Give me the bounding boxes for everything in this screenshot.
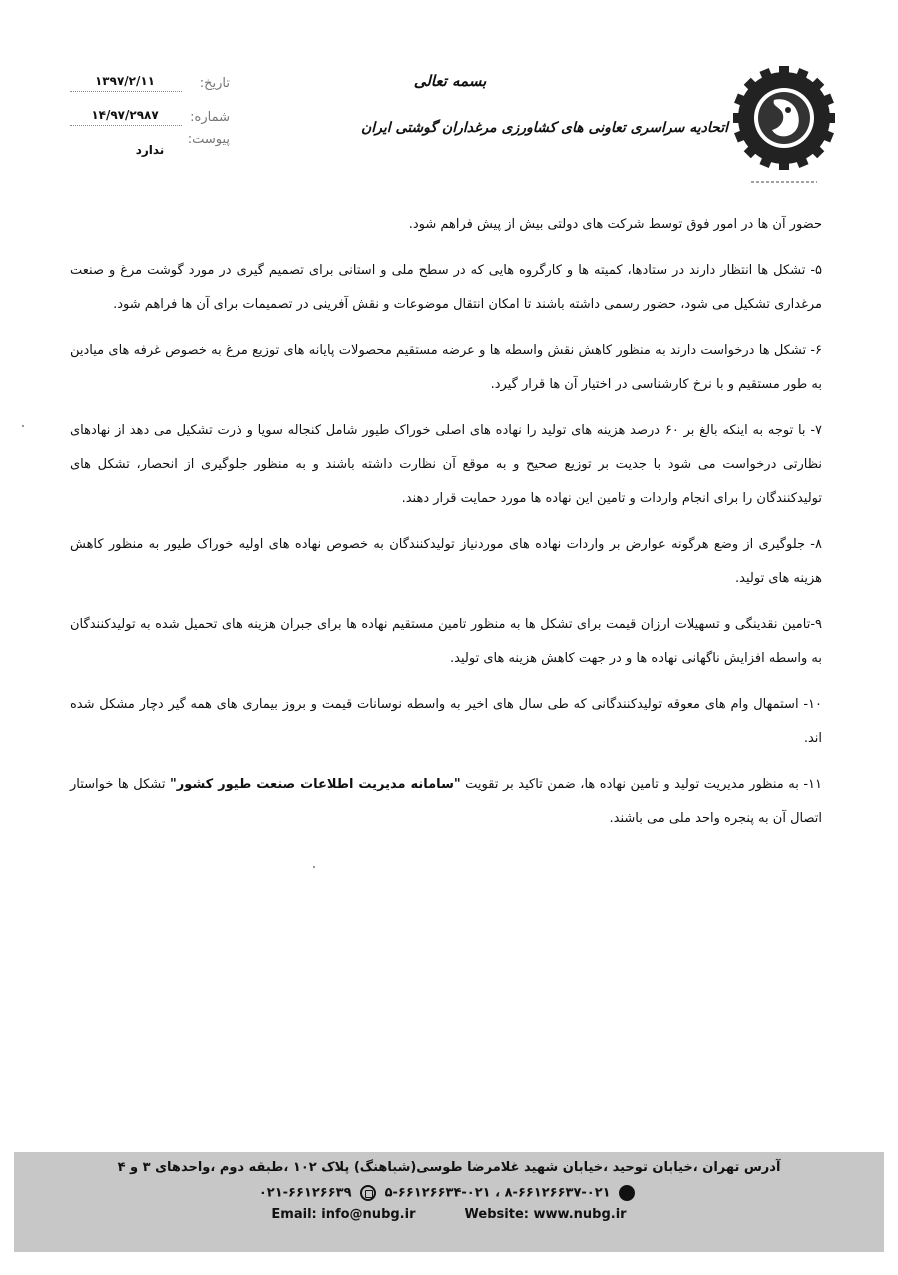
footer-email[interactable]: Email: info@nubg.ir (271, 1207, 416, 1222)
paragraph-11-end: تشکل ها خواستار اتصال آن به پنجره واحد ملی می باشند. (70, 777, 822, 826)
bismillah-heading: بسمه تعالی (413, 72, 487, 90)
phone-icon (619, 1185, 635, 1201)
fax-icon (360, 1185, 376, 1201)
number-field (60, 108, 230, 132)
footer-website[interactable]: Website: www.nubg.ir (464, 1207, 627, 1222)
date-value: ۱۳۹۷/۲/۱۱ (94, 74, 156, 88)
union-emblem-gear-icon (733, 66, 835, 190)
scan-speck (22, 425, 24, 427)
footer-fax: ۰۲۱-۶۶۱۲۶۶۳۹ (258, 1185, 352, 1201)
letter-body (70, 208, 822, 848)
paragraph-4-end: حضور آن ها در امور فوق توسط شرکت های دولتی بیش از پیش فراهم شود. (408, 217, 822, 232)
paragraph-10: ۱۰- استمهال وام های معوقه تولیدکنندگانی که طی سال های اخیر به واسطه نوسانات قیمت و بروز بیماری های همه گیر دچار مشکل شده اند. (70, 697, 822, 746)
number-value: ۱۴/۹۷/۲۹۸۷ (91, 108, 159, 122)
footer-band (14, 1152, 884, 1252)
paragraph-8: ۸- جلوگیری از وضع هرگونه عوارض بر واردات نهاده های موردنیاز تولیدکنندگان به خصوص نهاده های اولیه خوراک طیور به منظور کاهش هزینه های تولید. (70, 537, 822, 586)
number-label: شماره: (190, 110, 230, 125)
footer-address: آدرس تهران ،خیابان توحید ،خیابان شهید غلامرضا طوسی(شباهنگ) پلاک ۱۰۲ ،طبقه دوم ،واحدهای ۳ و ۴ (117, 1160, 781, 1175)
attachment-field (60, 130, 230, 157)
union-name-heading: اتحادیه سراسری تعاونی های کشاورزی مرغداران گوشتی ایران (360, 120, 728, 136)
system-name-bold: "سامانه مدیریت اطلاعات صنعت طیور کشور" (170, 777, 461, 792)
paragraph-7: ۷- با توجه به اینکه بالغ بر ۶۰ درصد هزینه های تولید را نهاده های اصلی خوراک طیور شامل کنجاله سویا و ذرت تشکیل می دهد از نهادهای نظارتی درخواست می شود با جدیت بر توزیع صحیح و به موقع آن نظارت داشته باشند و به منظور جلوگیری از انحصار، تشکل های تولیدکنندگان را برای انجام واردات و تامین این نهاده ها مورد حمایت قرار دهند. (70, 423, 822, 506)
date-label: تاریخ: (199, 76, 230, 91)
number-underline (70, 125, 182, 126)
paragraph-9: ۹-تامین نقدینگی و تسهیلات ارزان قیمت برای تشکل ها به منظور تامین مستقیم نهاده ها برای جبران هزینه های تحمیل شده به تولیدکنندگان به واسطه افزایش ناگهانی نهاده ها و در جهت کاهش هزینه های تولید. (70, 617, 822, 666)
paragraph-6: ۶- تشکل ها درخواست دارند به منظور کاهش نقش واسطه ها و عرضه مستقیم محصولات پایانه های توزیع مرغ به خصوص غرفه های میادین به طور مستقیم و با نرخ کارشناسی در اختیار آن ها قرار گیرد. (70, 343, 822, 392)
footer-contacts (14, 1185, 884, 1201)
footer-phones: ۸-۶۶۱۲۶۶۳۷-۰۲۱ ، ۵-۶۶۱۲۶۶۳۴-۰۲۱ (384, 1185, 611, 1201)
footer-web (14, 1207, 884, 1222)
paragraph-11-start: ۱۱- به منظور مدیریت تولید و تامین نهاده ها، ضمن تاکید بر تقویت (460, 777, 823, 792)
attachment-label: پیوست: (187, 132, 230, 147)
date-field (60, 74, 230, 98)
scan-speck (313, 866, 315, 868)
date-underline (70, 91, 182, 92)
paragraph-5: ۵- تشکل ها انتظار دارند در ستادها، کمیته ها و کارگروه هایی که در سطح ملی و استانی برای تصمیم گیری در مورد گوشت مرغ و صنعت مرغداری تشکیل می شود، حضور رسمی داشته باشند تا امکان انتقال موضوعات و نقش آفرینی در تصمیمات برای آن ها فراهم شود. (70, 263, 822, 312)
attachment-value: ندارد (135, 143, 165, 157)
paragraph-11 (70, 768, 822, 836)
